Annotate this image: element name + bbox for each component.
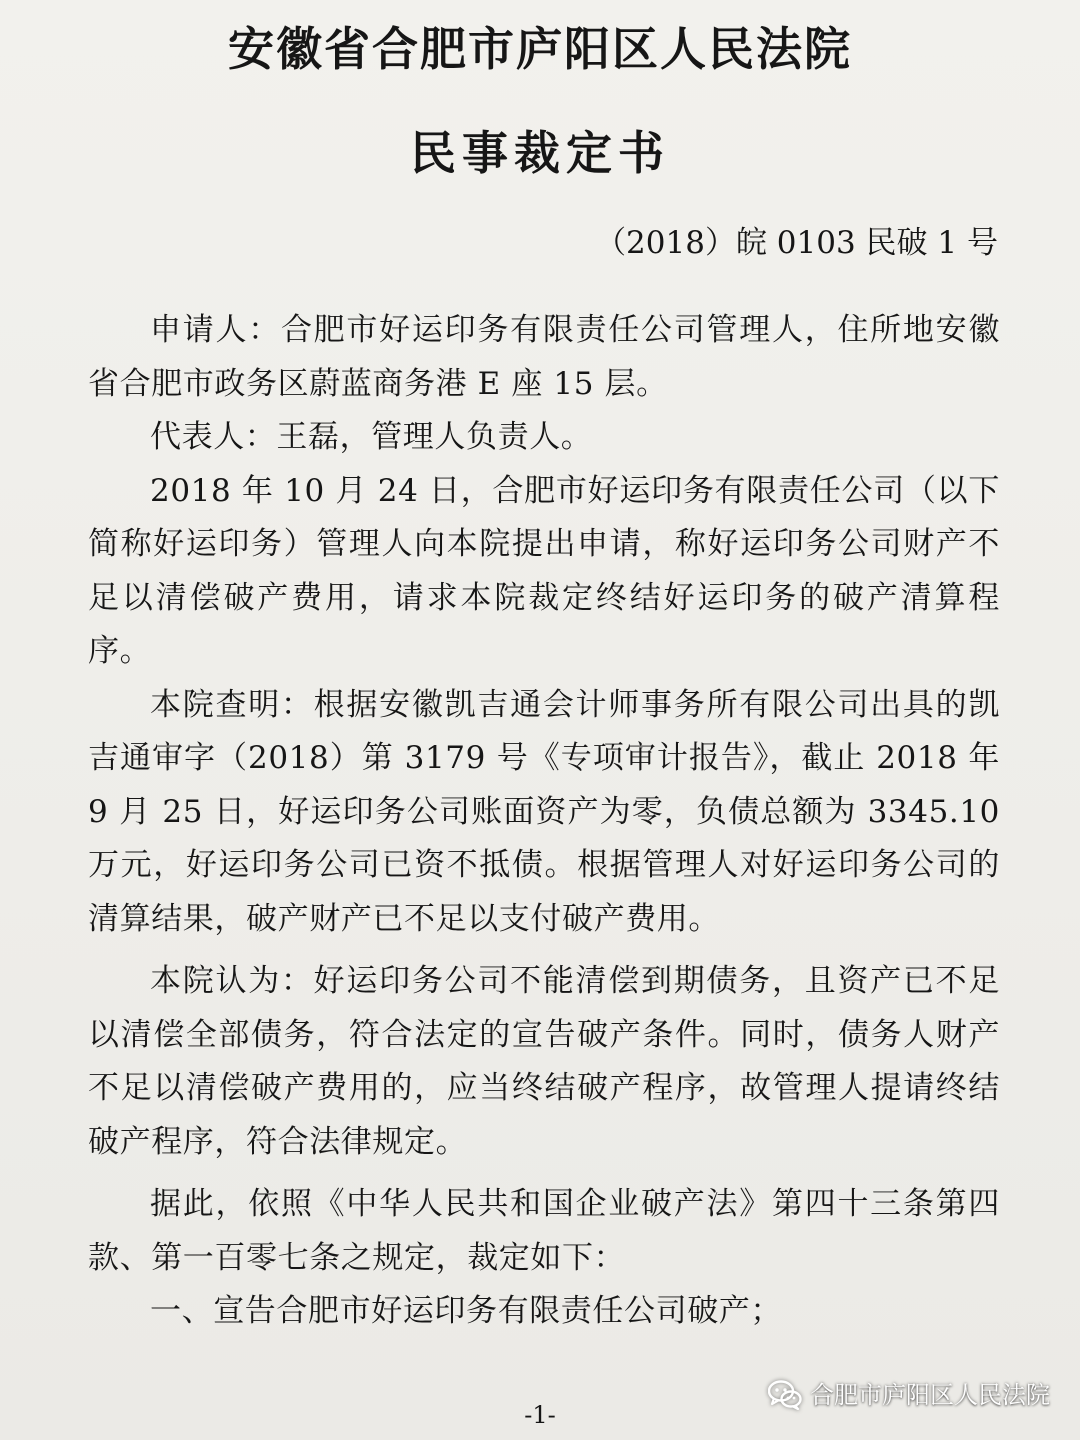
document-type-heading: 民事裁定书 (410, 126, 670, 180)
paragraph-application: 2018 年 10 月 24 日，合肥市好运印务有限责任公司（以下简称好运印务）管理人向本院提出申请，称好运印务公司财产不足以清偿破产费用，请求本院裁定终结好运印务的破产清算程序。 (88, 472, 1000, 669)
wechat-watermark (768, 1380, 1050, 1410)
wechat-icon (768, 1380, 802, 1410)
court-name-heading: 安徽省合肥市庐阳区人民法院 (228, 22, 852, 76)
paragraph-applicant: 申请人：合肥市好运印务有限责任公司管理人，住所地安徽省合肥市政务区蔚蓝商务港 E 座 15 层。 (88, 312, 1000, 402)
document-body (88, 304, 1000, 1339)
watermark-text: 合肥市庐阳区人民法院 (810, 1381, 1050, 1409)
paragraph-ruling-item-1: 一、宣告合肥市好运印务有限责任公司破产； (150, 1293, 782, 1329)
paragraph-findings: 本院查明：根据安徽凯吉通会计师事务所有限公司出具的凯吉通审字（2018）第 3179 号《专项审计报告》，截止 2018 年 9 月 25 日，好运印务公司账面资产为零，负债总额为 3345.10 万元，好运印务公司已资不抵债。根据管理人对好运印务公司的清算结果，破产财产已不足以支付破产费用。 (88, 686, 1000, 937)
paragraph-representative: 代表人：王磊，管理人负责人。 (150, 419, 593, 455)
paragraph-opinion: 本院认为：好运印务公司不能清偿到期债务，且资产已不足以清偿全部债务，符合法定的宣告破产条件。同时，债务人财产不足以清偿破产费用的，应当终结破产程序，故管理人提请终结破产程序，符合法律规定。 (88, 963, 1000, 1160)
page-number: -1- (524, 1401, 556, 1429)
paragraph-basis: 据此，依照《中华人民共和国企业破产法》第四十三条第四款、第一百零七条之规定，裁定如下： (88, 1186, 1000, 1276)
case-number: （2018）皖 0103 民破 1 号 (595, 225, 998, 261)
